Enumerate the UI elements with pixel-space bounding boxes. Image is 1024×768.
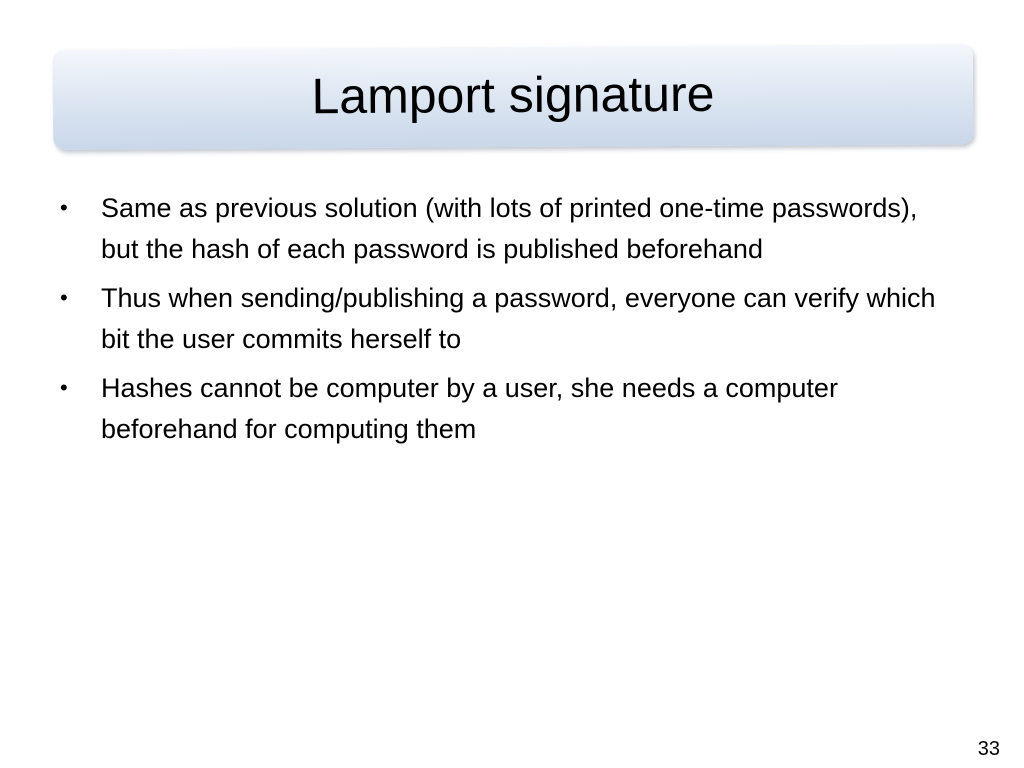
slide-title-box — [53, 44, 974, 150]
bullet-list — [60, 188, 960, 458]
bullet-item — [60, 278, 960, 359]
bullet-icon: • — [60, 375, 68, 400]
bullet-icon: • — [60, 285, 68, 310]
page-number: 33 — [977, 738, 1000, 760]
bullet-item — [60, 368, 960, 449]
bullet-text: Thus when sending/publishing a password, everyone can verify which bit the user commits herself to — [101, 283, 936, 354]
slide-title: Lamport signature — [311, 65, 715, 125]
bullet-text: Same as previous solution (with lots of printed one-time passwords), but the hash of each password is published beforehand — [101, 193, 918, 264]
bullet-text: Hashes cannot be computer by a user, she needs a computer beforehand for computing them — [101, 373, 838, 444]
bullet-item — [60, 188, 960, 269]
bullet-icon: • — [60, 195, 68, 220]
